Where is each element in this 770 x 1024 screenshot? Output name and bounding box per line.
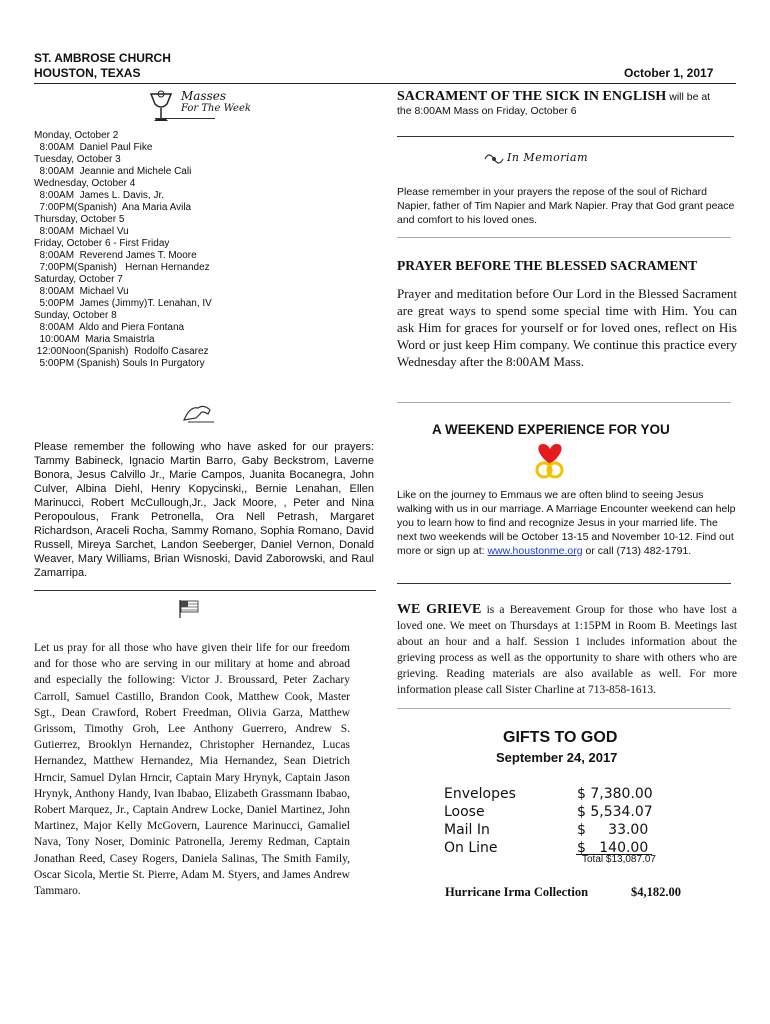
mass-intention-line: 10:00AM Maria Smaistrla [34, 334, 155, 345]
prayer-list-text: Please remember the following who have asked for our prayers: Tammy Babineck, Ignacio Martin Barro, Gaby Beckstrom, Laverne Bonora, Jesus Calvillo Jr., Marie Campos, Juanita Bocanegra, John Culver, Albina Diehl, Henry Kopycinski,, Bernie Lenahan, Ellen Marinucci, Robert McCullough,Jr., Jack Moore, , Peter and Nina Peropoulous, Frank Petronella, Ora Nell Petrash, Margaret Richardson, Araceli Rocha, Sammy Romano, Sophia Romano, David Russell, Mireya Sarchet, Landon Seeberger, Daniel Vernon, Donald Weaver, Mary Williams, Brian Wisnoski, David Zaborowski, and Raul Zamarripa. [34, 441, 374, 579]
weekend-body: Like on the journey to Emmaus we are often blind to seeing Jesus walking with us in our marriage. A Marriage Encounter weekend can help you to learn how to find and recognize Jesus in your married life. The next two weekends will be October 13-15 and November 10-12. Find out more or sign up at: [397, 489, 736, 557]
gift-row [444, 785, 684, 803]
mass-intention-line: Wednesday, October 4 [34, 178, 136, 189]
masses-logo [145, 90, 265, 128]
right-divider-1 [397, 136, 734, 137]
marriage-encounter-logo [530, 440, 570, 482]
bulletin-date: October 1, 2017 [624, 66, 714, 80]
right-divider-2 [397, 237, 731, 238]
mass-intention-line: Thursday, October 5 [34, 214, 125, 225]
mass-intention-line: 8:00AM Daniel Paul Fike [34, 142, 153, 153]
gift-label: Loose [444, 804, 485, 820]
in-memoriam-logo-text: In Memoriam [507, 151, 589, 164]
chalice-icon [145, 90, 179, 126]
flag-icon [178, 599, 200, 619]
hurricane-amount: $4,182.00 [631, 885, 681, 899]
gift-label: Envelopes [444, 786, 516, 802]
gift-amount: $ 140.00 [577, 840, 649, 856]
weekend-phone: or call (713) 482-1791. [582, 545, 692, 557]
sacrament-sick-rest: will be at [666, 91, 711, 103]
weekend-title: A WEEKEND EXPERIENCE FOR YOU [432, 422, 670, 437]
sacrament-sick-heading [397, 87, 742, 105]
logo-underline [155, 118, 215, 119]
mass-intention-line: 5:00PM James (Jimmy)T. Lenahan, IV [34, 298, 212, 309]
praying-hands-icon [180, 402, 220, 424]
masses-logo-title: Masses [181, 89, 227, 103]
mass-intention-line: 8:00AM James L. Davis, Jr. [34, 190, 165, 201]
mass-intention-line: 8:00AM Michael Vu [34, 226, 129, 237]
sacrament-sick-title: SACRAMENT OF THE SICK IN ENGLISH [397, 89, 667, 104]
weekend-text [397, 488, 737, 558]
gift-label: Mail In [444, 822, 490, 838]
sacrament-sick-line2: the 8:00AM Mass on Friday, October 6 [397, 105, 577, 117]
mass-intention-line: Saturday, October 7 [34, 274, 123, 285]
houstonme-link[interactable]: www.houstonme.org [487, 545, 583, 557]
mass-intention-line: 7:00PM(Spanish) Hernan Hernandez [34, 262, 210, 273]
mass-intention-line: 5:00PM (Spanish) Souls In Purgatory [34, 358, 205, 369]
military-prayer-text: Let us pray for all those who have given their life for our freedom and for those who are serving in our military at home and abroad and especially the following: Victor J. Broussard, Peter Zachary Carroll, Samuel Castillo, Brandon Cook, Matthew Cook, Master Sgt., Dean Crawford, Robert Freedman, Olivia Garza, Matthew Grissom, Timothy Groh, Lee Anthony Guerrero, Andrew S. Gutierrez, Brooklyn Hernandez, Christopher Hernandez, Lucas Hernandez, Matthew Hernandez, Mia Hernandez, Sean Dietrich Hrncir, Samuel Dylan Hrncir, Captain Mary Hrynyk, Captain Jason Hrynyk, Anthony Handy, Ivan Ibabao, Elizabeth Grassmann Ibabao, Robert Marquez, Jr., Captain Andrew Locke, Daniel Martinez, John Martinez, Major Kelly McGovern, Laurence Marinucci, Gamaliel Nava, Tony Noser, Dominic Patronella, Jeremy Redman, Captain Jonathan Reed, Casey Rogers, Daniela Salinas, The Smith Family, Oscar Sicola, Mertie St. Pierre, Adam M. Styers, and James Andrew Tammaro. [34, 642, 350, 898]
masses-logo-subtitle: For The Week [181, 103, 251, 114]
mass-intention-line: Friday, October 6 - First Friday [34, 238, 170, 249]
gift-amount: $ 5,534.07 [577, 804, 653, 820]
blessed-sacrament-title: PRAYER BEFORE THE BLESSED SACRAMENT [397, 258, 698, 273]
heart-rings-icon [530, 440, 570, 482]
gift-row [444, 803, 684, 821]
gifts-total: Total $13,087.07 [582, 854, 656, 865]
hurricane-label: Hurricane Irma Collection [445, 885, 589, 899]
header-divider [34, 83, 736, 84]
in-memoriam-logo [483, 147, 613, 171]
grieve-body: is a Bereavement Group for those who have lost a loved one. We meet on Thursdays at 1:15PM in Room B. Meetings last about an hour and a half. Session 1 includes information about the grieving process as well as the opportunity to share with others who are grieving. Reading materials are also available as well. For more information please call Sister Charline at 713-858-1613. [397, 604, 737, 696]
mass-intention-line: 8:00AM Jeannie and Michele Cali [34, 166, 192, 177]
gift-amount: $ 7,380.00 [577, 786, 653, 802]
right-divider-4 [397, 583, 731, 584]
prayer-logo [180, 402, 220, 424]
mass-intention-line: 8:00AM Reverend James T. Moore [34, 250, 197, 261]
right-divider-3 [397, 402, 731, 403]
mass-intentions-list [34, 130, 364, 370]
gift-amount: $ 33.00 [577, 822, 649, 838]
gift-label: On Line [444, 840, 498, 856]
gift-row [444, 821, 684, 839]
mass-intention-line: Monday, October 2 [34, 130, 119, 141]
mass-intention-line: 7:00PM(Spanish) Ana Maria Avila [34, 202, 192, 213]
gifts-table [444, 785, 684, 857]
mass-intention-line: 8:00AM Michael Vu [34, 286, 129, 297]
ornament-icon [483, 149, 505, 169]
in-memoriam-text: Please remember in your prayers the repose of the soul of Richard Napier, father of Tim Napier and Mark Napier. Pray that God grant peace and comfort to his loved ones. [397, 186, 735, 226]
mass-intention-line: 12:00Noon(Spanish) Rodolfo Casarez [34, 346, 209, 357]
grieve-text [397, 602, 737, 698]
left-divider-1 [34, 590, 376, 591]
church-name: ST. AMBROSE CHURCH [34, 51, 171, 65]
mass-intention-line: Sunday, October 8 [34, 310, 117, 321]
mass-intention-line: Tuesday, October 3 [34, 154, 121, 165]
mass-intention-line: 8:00AM Aldo and Piera Fontana [34, 322, 185, 333]
grieve-title: WE GRIEVE [397, 602, 482, 617]
gifts-date: September 24, 2017 [496, 750, 618, 765]
right-divider-5 [397, 708, 731, 709]
church-city: HOUSTON, TEXAS [34, 66, 141, 80]
blessed-sacrament-text: Prayer and meditation before Our Lord in the Blessed Sacrament are great ways to spend some special time with Him. You can ask Him for graces for yourself or for loved ones, reflect on His Word or just keep Him company. We continue this practice every Wednesday after the 8:00AM Mass. [397, 286, 737, 369]
gifts-title: GIFTS TO GOD [503, 729, 618, 746]
